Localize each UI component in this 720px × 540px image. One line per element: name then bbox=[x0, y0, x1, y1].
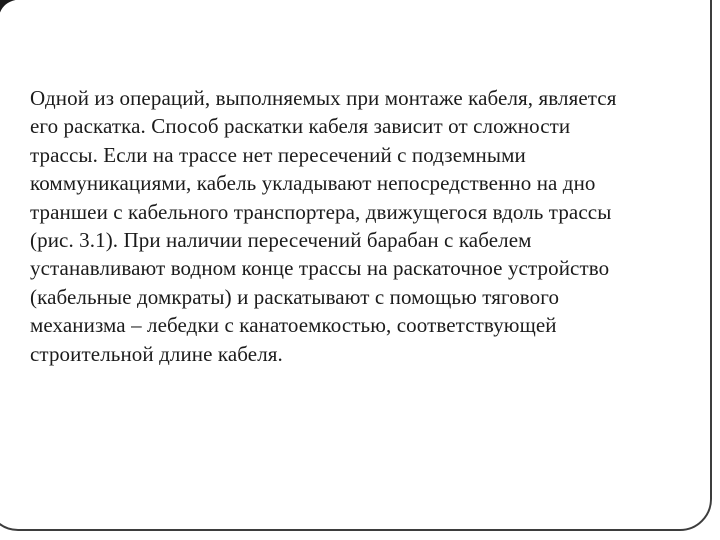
body-text bbox=[30, 84, 700, 368]
text-line: устанавливают водном конце трассы на раскаточное устройство bbox=[30, 256, 610, 281]
text-line: (рис. 3.1). При наличии пересечений барабан с кабелем bbox=[30, 228, 532, 253]
text-line: коммуникациями, кабель укладывают непосредственно на дно bbox=[30, 171, 596, 196]
text-line: Одной из операций, выполняемых при монтаже кабеля, является bbox=[30, 86, 617, 110]
text-line: строительной длине кабеля. bbox=[30, 341, 283, 366]
text-line: механизма – лебедки с канатоемкостью, соответствующей bbox=[30, 313, 557, 338]
text-line: (кабельные домкраты) и раскатывают с помощью тягового bbox=[30, 284, 560, 309]
corner-fold-icon bbox=[0, 0, 16, 13]
text-line: траншеи с кабельного транспортера, движущегося вдоль трассы bbox=[30, 199, 612, 224]
text-line: его раскатка. Способ раскатки кабеля зависит от сложности bbox=[30, 114, 571, 139]
text-line: трассы. Если на трассе нет пересечений с подземными bbox=[30, 142, 526, 167]
